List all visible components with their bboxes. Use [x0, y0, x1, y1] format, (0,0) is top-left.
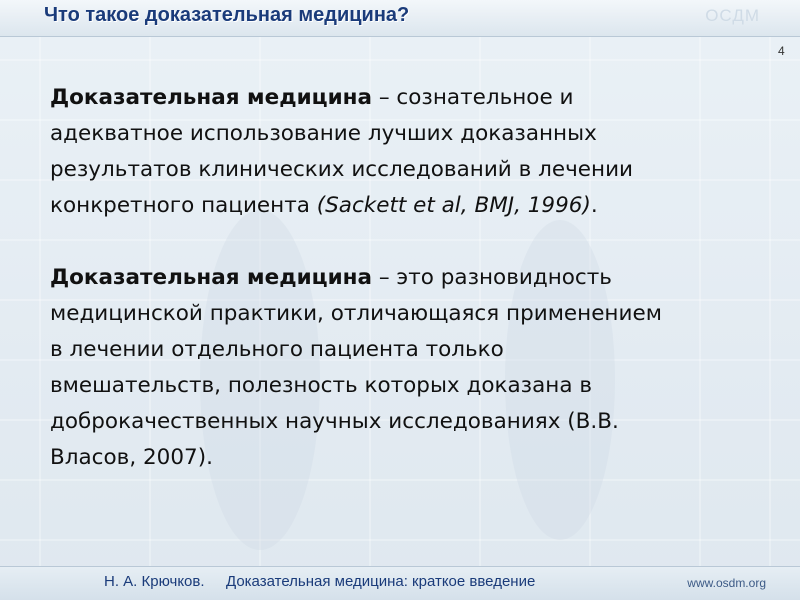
- slide-title: Что такое доказательная медицина?: [44, 4, 410, 26]
- logo: ОСДМ: [705, 6, 760, 25]
- slide-content: [50, 80, 750, 512]
- term: Доказательная медицина: [50, 85, 373, 110]
- term: Доказательная медицина: [50, 265, 373, 290]
- text-line: в лечении отдельного пациента только: [50, 337, 504, 362]
- footer-author: Н. А. Крючков.: [104, 573, 205, 590]
- text-line: адекватное использование лучших доказанных: [50, 121, 597, 146]
- footer: [0, 566, 800, 600]
- text-line: Власов, 2007).: [50, 445, 213, 470]
- definition-paragraph-1: [50, 80, 750, 224]
- title-bar: [0, 0, 800, 37]
- text-line: – это разновидность: [372, 265, 612, 290]
- citation: (Sackett et al, BMJ, 1996): [316, 193, 591, 218]
- footer-url-link[interactable]: www.osdm.org: [687, 576, 766, 590]
- text-line: – сознательное и: [372, 85, 574, 110]
- footer-course-title: Доказательная медицина: краткое введение: [226, 573, 536, 590]
- text-line: доброкачественных научных исследованиях (В.В.: [50, 409, 619, 434]
- definition-paragraph-2: [50, 260, 750, 476]
- text-line: вмешательств, полезность которых доказана в: [50, 373, 593, 398]
- slide-number: 4: [778, 44, 785, 58]
- text-line: конкретного пациента: [50, 193, 317, 218]
- text-end: .: [590, 193, 598, 218]
- text-line: медицинской практики, отличающаяся применением: [50, 301, 662, 326]
- text-line: результатов клинических исследований в лечении: [50, 157, 634, 182]
